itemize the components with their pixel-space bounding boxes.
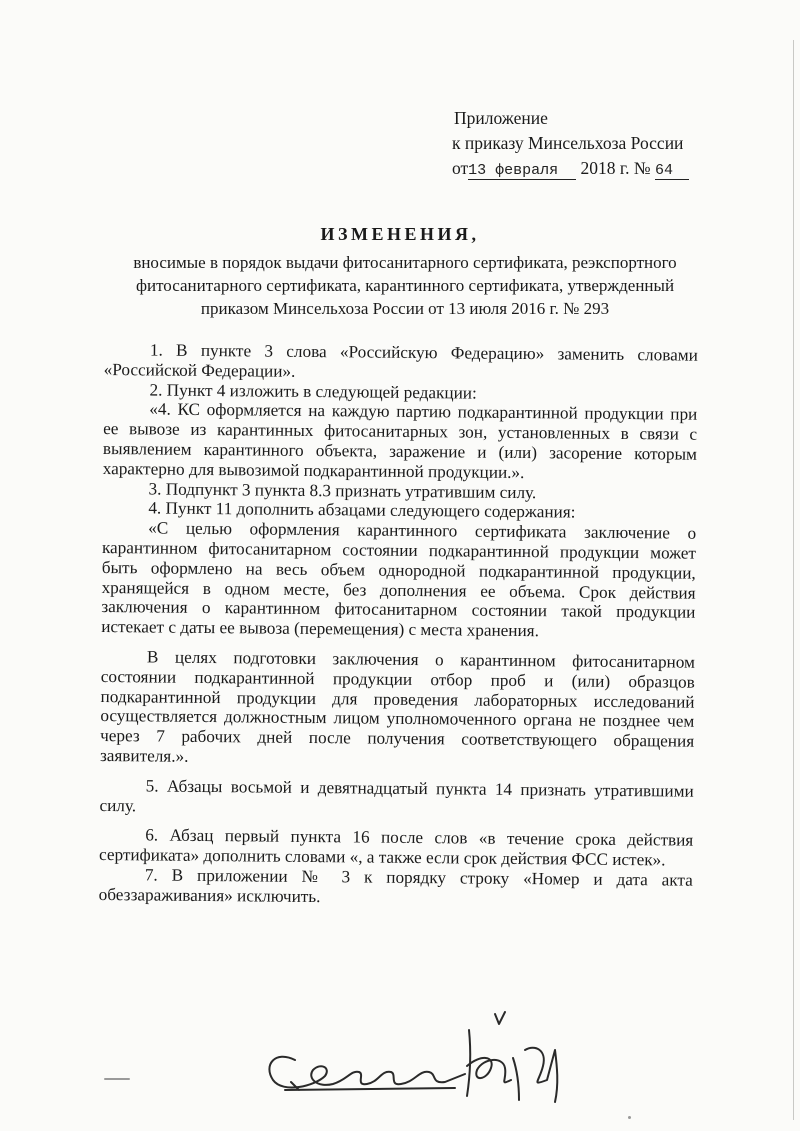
document-subtitle (110, 251, 700, 320)
order-number-field: 64 (655, 162, 689, 180)
paragraph: 6. Абзац первый пункта 16 после слов «в течение срока действия сертификата» дополнить словами «, а также если срок действия ФСС истек». (98, 825, 694, 870)
from-word: от (452, 158, 469, 178)
paragraph: 7. В приложении № 3 к порядку строку «Номер и дата акта обеззараживания» исключить. (98, 865, 693, 906)
subtitle-line: фитосанитарного сертификата, карантинного сертификата, утвержденный (135, 276, 675, 295)
order-year-text: 2018 г. № (580, 158, 651, 178)
order-date-field: 13 февраля (468, 162, 576, 180)
scan-speck (104, 1078, 130, 1080)
handwritten-signature (255, 1010, 575, 1110)
paragraph: 3. Подпункт 3 пункта 8.3 признать утратившим силу. (148, 479, 537, 502)
document-body (99, 340, 698, 910)
scan-speck (628, 1116, 631, 1119)
paragraph: 1. В пункте 3 слова «Российскую Федерацию» заменить словами «Российской Федерации». (103, 340, 698, 381)
paragraph: В целях подготовки заключения о карантинном фитосанитарном состоянии подкарантинной продукции отбор проб и (или) образцов подкарантинной продукции для проведения лабораторных исследований осуществляется должностным лицом уполномоченного органа не позднее чем через 7 рабочих дней после получения соответствующего обращения заявителя.». (99, 647, 696, 766)
paragraph: 4. Пункт 11 дополнить абзацами следующего содержания: (148, 498, 576, 522)
paragraph: «С целью оформления карантинного сертификата заключение о карантинном фитосанитарном состоянии подкарантинной продукции может быть оформлено на весь объем однородной подкарантинной продукции, хранящейся в одном месте, без дополнения ее объема. Срок действия заключения о карантинном фитосанитарном состоянии такой продукции истекает с даты ее вывоза (перемещения) с места хранения. (101, 518, 697, 641)
scan-page-edge (793, 40, 794, 1120)
subtitle-line: приказом Минсельхоза России от 13 июля 2016 г. № 293 (200, 299, 610, 318)
subtitle-line: вносимые в порядок выдачи фитосанитарного сертификата, реэкспортного (133, 253, 677, 272)
paragraph: 5. Абзацы восьмой и девятнадцатый пункта 14 признать утратившими силу. (99, 776, 694, 815)
appendix-label: Приложение (454, 108, 548, 128)
appendix-header (452, 106, 752, 181)
order-date-line (452, 156, 752, 181)
paragraph: «4. КС оформляется на каждую партию подкарантинной продукции при ее вывозе из карантинных фитосанитарных зон, установленных в связи с выявлением карантинного объекта, заражение и (или) засорение которым характерно для вывозимой подкарантинной продукции.». (102, 399, 698, 482)
paragraph: 2. Пункт 4 изложить в следующей редакции: (149, 380, 477, 403)
document-title: ИЗМЕНЕНИЯ, (320, 224, 480, 244)
order-reference: к приказу Минсельхоза России (452, 133, 684, 153)
